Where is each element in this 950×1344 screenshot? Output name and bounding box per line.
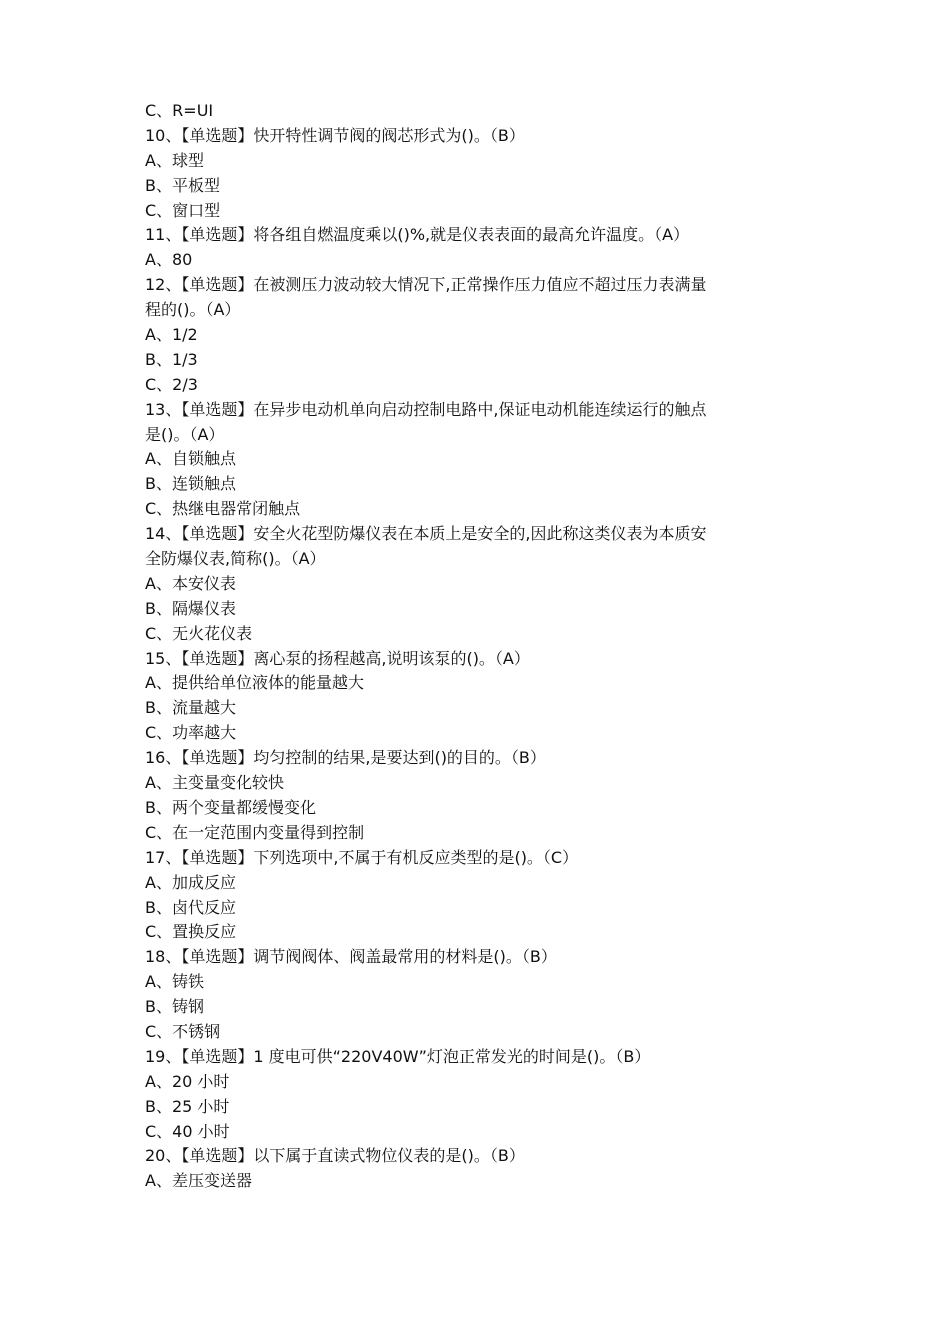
option-line: A、差压变送器 [145,1171,252,1191]
option-line: A、铸铁 [145,972,204,992]
option-line: B、卤代反应 [145,897,236,917]
option-line: C、热继电器常闭触点 [145,499,301,519]
option-line: A、80 [145,250,193,270]
question-line: 11、【单选题】将各组自燃温度乘以()%,就是仪表表面的最高允许温度。（A） [145,225,690,245]
option-line: C、在一定范围内变量得到控制 [145,822,365,842]
question-line: 15、【单选题】离心泵的扬程越高,说明该泵的()。（A） [145,648,530,668]
option-line: A、自锁触点 [145,449,236,469]
option-line: A、20 小时 [145,1071,230,1091]
option-line: B、平板型 [145,175,220,195]
option-line: B、铸钢 [145,997,204,1017]
option-line: A、1/2 [145,325,198,345]
option-line: B、25 小时 [145,1096,230,1116]
option-line: A、本安仪表 [145,573,236,593]
question-continuation-line: 全防爆仪表,简称()。（A） [145,549,326,569]
option-line: A、加成反应 [145,872,236,892]
option-line: C、不锈钢 [145,1021,221,1041]
question-line: 16、【单选题】均匀控制的结果,是要达到()的目的。（B） [145,748,546,768]
option-line: C、功率越大 [145,723,237,743]
option-line: C、40 小时 [145,1121,230,1141]
option-line: B、1/3 [145,349,198,369]
question-continuation-line: 程的()。（A） [145,300,241,320]
question-line: 17、【单选题】下列选项中,不属于有机反应类型的是()。（C） [145,847,579,867]
question-line: 14、【单选题】安全火花型防爆仪表在本质上是安全的,因此称这类仪表为本质安 [145,524,707,544]
question-line: 10、【单选题】快开特性调节阀的阀芯形式为()。（B） [145,125,525,145]
option-line: A、主变量变化较快 [145,773,284,793]
option-line: B、流量越大 [145,698,236,718]
question-line: 18、【单选题】调节阀阀体、阀盖最常用的材料是()。（B） [145,947,557,967]
option-line: A、球型 [145,150,204,170]
question-line: 12、【单选题】在被测压力波动较大情况下,正常操作压力值应不超过压力表满量 [145,275,707,295]
question-line: 20、【单选题】以下属于直读式物位仪表的是()。（B） [145,1146,525,1166]
document-body [145,99,825,1194]
option-line: B、连锁触点 [145,474,236,494]
option-line: C、无火花仪表 [145,623,253,643]
option-line: A、提供给单位液体的能量越大 [145,673,364,693]
option-line: B、两个变量都缓慢变化 [145,797,316,817]
option-line: C、置换反应 [145,922,237,942]
option-line: C、R=UI [145,101,214,120]
option-line: C、2/3 [145,374,198,394]
question-line: 19、【单选题】1 度电可供“220V40W”灯泡正常发光的时间是()。（B） [145,1046,651,1066]
option-line: C、窗口型 [145,200,221,220]
option-line: B、隔爆仪表 [145,598,236,618]
question-continuation-line: 是()。（A） [145,424,225,444]
question-line: 13、【单选题】在异步电动机单向启动控制电路中,保证电动机能连续运行的触点 [145,399,707,419]
